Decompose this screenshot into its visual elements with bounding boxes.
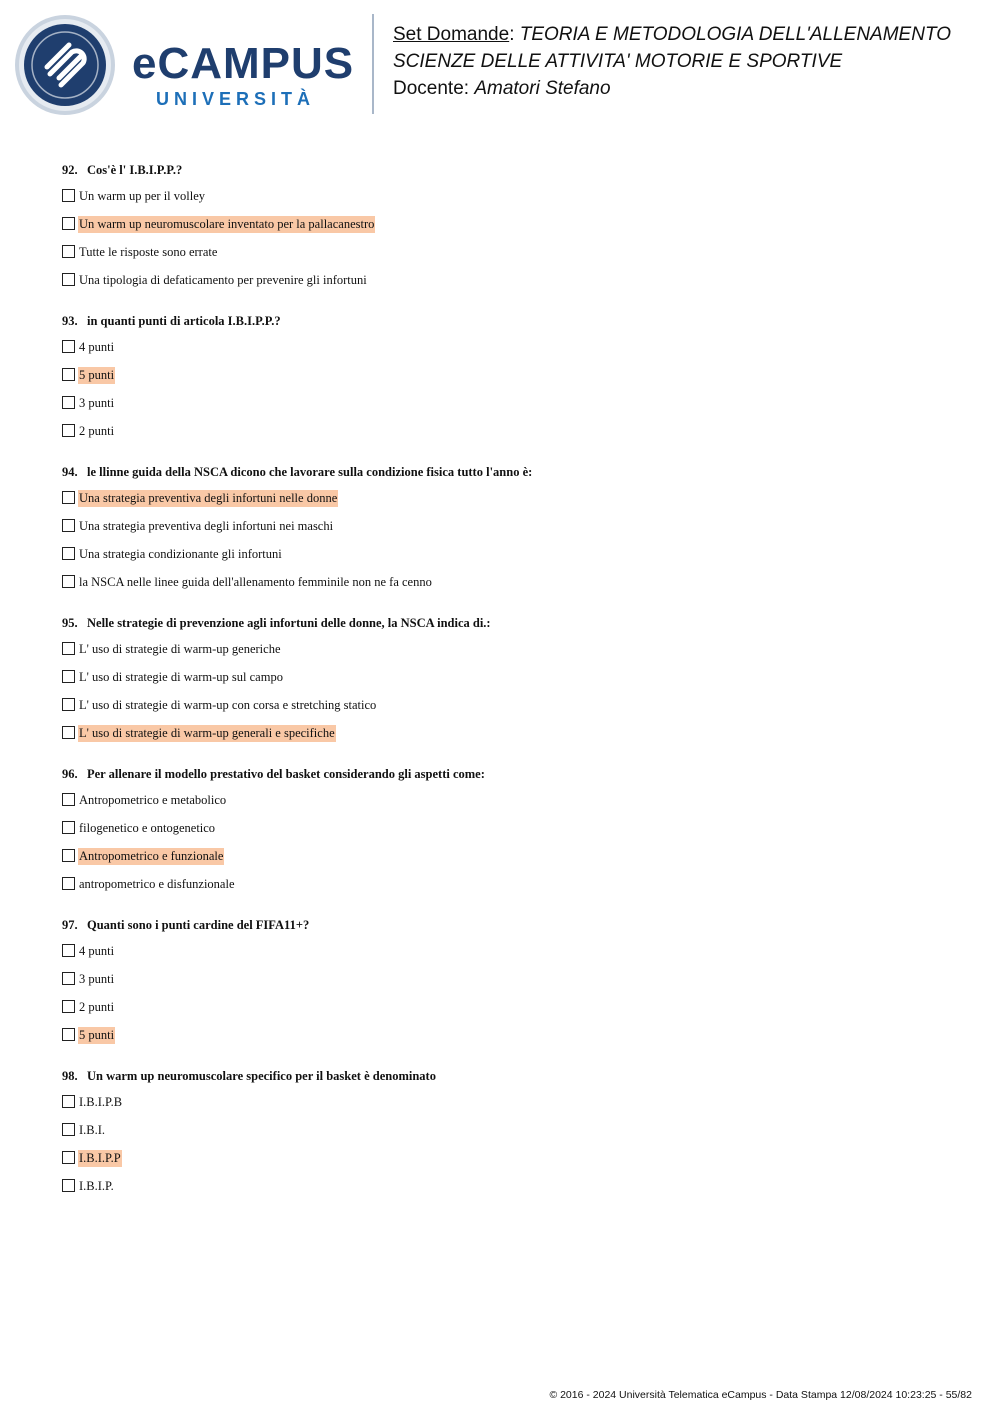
question-number: 98. bbox=[62, 1069, 78, 1083]
answer-text-correct: I.B.I.P.P bbox=[79, 1151, 121, 1165]
question-title bbox=[62, 464, 962, 480]
page-footer: © 2016 - 2024 Università Telematica eCampus - Data Stampa 12/08/2024 10:23:25 - 55/82 bbox=[549, 1389, 972, 1401]
logo-brand: eCAMPUS bbox=[132, 39, 355, 88]
answer-checkbox[interactable] bbox=[62, 849, 75, 862]
question-block bbox=[62, 615, 962, 766]
answer-option[interactable] bbox=[62, 1027, 962, 1055]
answer-option[interactable] bbox=[62, 367, 962, 395]
question-number: 97. bbox=[62, 918, 78, 932]
question-block bbox=[62, 917, 962, 1068]
answer-option[interactable] bbox=[62, 971, 962, 999]
question-title bbox=[62, 766, 962, 782]
answer-option[interactable] bbox=[62, 697, 962, 725]
answer-checkbox[interactable] bbox=[62, 396, 75, 409]
answer-checkbox[interactable] bbox=[62, 519, 75, 532]
answer-option[interactable] bbox=[62, 943, 962, 971]
logo-subtitle: UNIVERSITÀ bbox=[156, 89, 316, 109]
question-text: in quanti punti di articola I.B.I.P.P.? bbox=[87, 314, 281, 328]
teacher-line bbox=[393, 75, 951, 102]
answer-text: I.B.I.P. bbox=[79, 1179, 114, 1193]
question-block bbox=[62, 766, 962, 917]
course-line-2: SCIENZE DELLE ATTIVITA' MOTORIE E SPORTIVE bbox=[393, 51, 843, 72]
question-text: Un warm up neuromuscolare specifico per il basket è denominato bbox=[87, 1069, 436, 1083]
answer-text: Un warm up per il volley bbox=[79, 189, 206, 203]
course-title: TEORIA E METODOLOGIA DELL'ALLENAMENTO bbox=[519, 24, 951, 45]
answer-text: Una tipologia di defaticamento per prevenire gli infortuni bbox=[79, 273, 367, 287]
answer-checkbox[interactable] bbox=[62, 642, 75, 655]
question-number: 93. bbox=[62, 314, 78, 328]
set-label: Set Domande bbox=[393, 24, 510, 45]
answer-checkbox[interactable] bbox=[62, 424, 75, 437]
answer-text: filogenetico e ontogenetico bbox=[79, 821, 216, 835]
answer-option[interactable] bbox=[62, 820, 962, 848]
answer-checkbox[interactable] bbox=[62, 972, 75, 985]
answer-option[interactable] bbox=[62, 1094, 962, 1122]
answer-option[interactable] bbox=[62, 1150, 962, 1178]
answer-text: 2 punti bbox=[79, 424, 115, 438]
course-line-1: Set Domande: TEORIA E METODOLOGIA DELL'ALLENAMENTO bbox=[393, 24, 951, 45]
answer-text: 4 punti bbox=[79, 944, 115, 958]
answer-option[interactable] bbox=[62, 1178, 962, 1206]
teacher-name: Amatori Stefano bbox=[474, 78, 611, 99]
answer-text: L' uso di strategie di warm-up con corsa e stretching statico bbox=[79, 698, 377, 712]
answer-option[interactable] bbox=[62, 1122, 962, 1150]
answer-text: I.B.I. bbox=[79, 1123, 106, 1137]
answer-checkbox[interactable] bbox=[62, 245, 75, 258]
answer-text-correct: 5 punti bbox=[79, 368, 115, 382]
question-title bbox=[62, 1068, 962, 1084]
question-spacer bbox=[62, 300, 962, 313]
answer-checkbox[interactable] bbox=[62, 944, 75, 957]
question-number: 95. bbox=[62, 616, 78, 630]
question-block bbox=[62, 1068, 962, 1206]
answer-text: I.B.I.P.B bbox=[79, 1095, 123, 1109]
answer-option[interactable] bbox=[62, 546, 962, 574]
answer-text: L' uso di strategie di warm-up sul campo bbox=[79, 670, 283, 684]
answer-option[interactable] bbox=[62, 574, 962, 602]
answer-option[interactable] bbox=[62, 244, 962, 272]
question-list bbox=[62, 162, 962, 1206]
question-block bbox=[62, 313, 962, 464]
answer-checkbox[interactable] bbox=[62, 491, 75, 504]
question-title bbox=[62, 162, 962, 178]
answer-text-correct: 5 punti bbox=[79, 1028, 115, 1042]
question-text: Cos'è l' I.B.I.P.P.? bbox=[87, 163, 183, 177]
answer-text-correct: Antropometrico e funzionale bbox=[79, 849, 224, 863]
answer-checkbox[interactable] bbox=[62, 698, 75, 711]
answer-text: Una strategia condizionante gli infortuni bbox=[79, 547, 282, 561]
question-text: Quanti sono i punti cardine del FIFA11+? bbox=[87, 918, 310, 932]
header-divider bbox=[372, 14, 374, 114]
question-number: 94. bbox=[62, 465, 78, 479]
answer-text: Tutte le risposte sono errate bbox=[79, 245, 218, 259]
course-info bbox=[393, 21, 951, 102]
question-number: 92. bbox=[62, 163, 78, 177]
answer-checkbox[interactable] bbox=[62, 726, 75, 739]
answer-option[interactable] bbox=[62, 669, 962, 697]
answer-checkbox[interactable] bbox=[62, 821, 75, 834]
answer-text: 3 punti bbox=[79, 972, 115, 986]
answer-text: 3 punti bbox=[79, 396, 115, 410]
answer-checkbox[interactable] bbox=[62, 1095, 75, 1108]
answer-text: L' uso di strategie di warm-up generiche bbox=[79, 642, 281, 656]
answer-text: la NSCA nelle linee guida dell'allenamento femminile non ne fa cenno bbox=[79, 575, 432, 589]
question-spacer bbox=[62, 602, 962, 615]
question-spacer bbox=[62, 451, 962, 464]
question-title bbox=[62, 313, 962, 329]
answer-checkbox[interactable] bbox=[62, 575, 75, 588]
answer-option[interactable] bbox=[62, 423, 962, 451]
answer-checkbox[interactable] bbox=[62, 547, 75, 560]
question-block bbox=[62, 162, 962, 313]
answer-text-correct: Un warm up neuromuscolare inventato per la pallacanestro bbox=[79, 217, 375, 231]
answer-checkbox[interactable] bbox=[62, 1028, 75, 1041]
question-spacer bbox=[62, 753, 962, 766]
question-text: le llinne guida della NSCA dicono che lavorare sulla condizione fisica tutto l'anno è: bbox=[87, 465, 533, 479]
answer-checkbox[interactable] bbox=[62, 1151, 75, 1164]
answer-option[interactable] bbox=[62, 490, 962, 518]
answer-checkbox[interactable] bbox=[62, 1179, 75, 1192]
answer-option[interactable] bbox=[62, 395, 962, 423]
answer-checkbox[interactable] bbox=[62, 273, 75, 286]
question-number: 96. bbox=[62, 767, 78, 781]
question-text: Nelle strategie di prevenzione agli infortuni delle donne, la NSCA indica di.: bbox=[87, 616, 491, 630]
page-header bbox=[0, 0, 1000, 130]
answer-option[interactable] bbox=[62, 641, 962, 669]
answer-checkbox[interactable] bbox=[62, 189, 75, 202]
answer-text-correct: L' uso di strategie di warm-up generali e specifiche bbox=[79, 726, 335, 740]
answer-checkbox[interactable] bbox=[62, 877, 75, 890]
teacher-label: Docente: bbox=[393, 78, 470, 99]
answer-text: 4 punti bbox=[79, 340, 115, 354]
question-spacer bbox=[62, 904, 962, 917]
ecampus-emblem-icon bbox=[14, 14, 116, 116]
answer-checkbox[interactable] bbox=[62, 793, 75, 806]
answer-option[interactable] bbox=[62, 272, 962, 300]
answer-checkbox[interactable] bbox=[62, 340, 75, 353]
answer-option[interactable] bbox=[62, 848, 962, 876]
answer-text: 2 punti bbox=[79, 1000, 115, 1014]
answer-option[interactable] bbox=[62, 999, 962, 1027]
answer-option[interactable] bbox=[62, 518, 962, 546]
question-title bbox=[62, 917, 962, 933]
question-title bbox=[62, 615, 962, 631]
answer-checkbox[interactable] bbox=[62, 1000, 75, 1013]
answer-checkbox[interactable] bbox=[62, 1123, 75, 1136]
answer-text: Una strategia preventiva degli infortuni nei maschi bbox=[79, 519, 334, 533]
question-text: Per allenare il modello prestativo del basket considerando gli aspetti come: bbox=[87, 767, 485, 781]
answer-option[interactable] bbox=[62, 725, 962, 753]
answer-option[interactable] bbox=[62, 216, 962, 244]
answer-text: Antropometrico e metabolico bbox=[79, 793, 227, 807]
answer-checkbox[interactable] bbox=[62, 670, 75, 683]
answer-checkbox[interactable] bbox=[62, 368, 75, 381]
ecampus-logo-text bbox=[132, 38, 362, 118]
answer-option[interactable] bbox=[62, 792, 962, 820]
answer-option[interactable] bbox=[62, 188, 962, 216]
answer-checkbox[interactable] bbox=[62, 217, 75, 230]
answer-text: antropometrico e disfunzionale bbox=[79, 877, 235, 891]
answer-option[interactable] bbox=[62, 339, 962, 367]
answer-option[interactable] bbox=[62, 876, 962, 904]
answer-text-correct: Una strategia preventiva degli infortuni nelle donne bbox=[79, 491, 338, 505]
question-block bbox=[62, 464, 962, 615]
question-spacer bbox=[62, 1055, 962, 1068]
